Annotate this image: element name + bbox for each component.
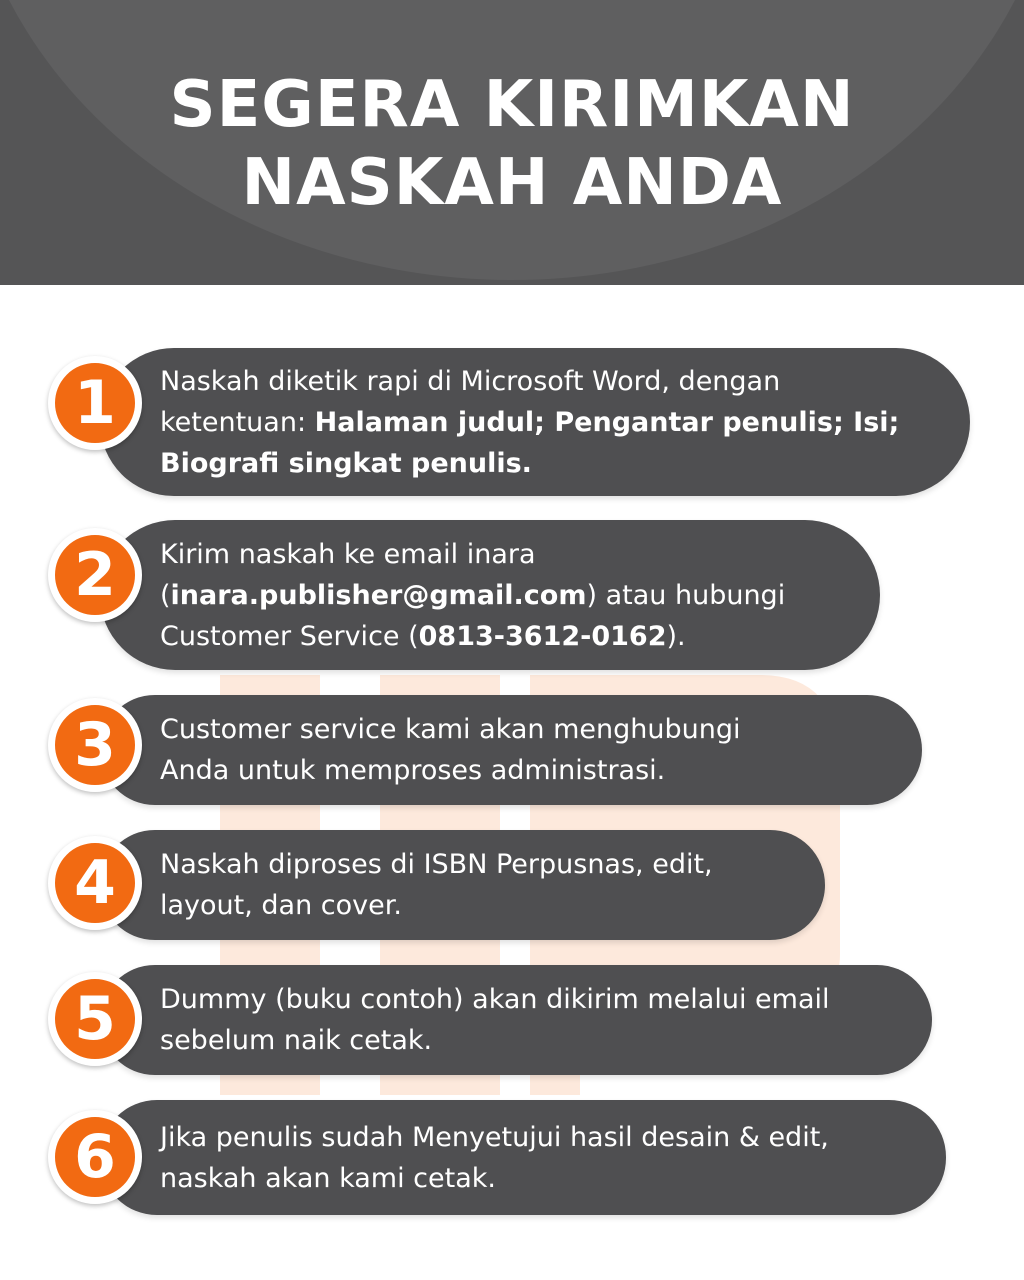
step-4-text	[160, 844, 713, 926]
step-1-number-badge: 1	[48, 356, 142, 450]
step-5-number-badge: 5	[48, 972, 142, 1066]
step-4-line-1: Naskah diproses di ISBN Perpusnas, edit,	[160, 849, 713, 880]
step-6-line-1: Jika penulis sudah Menyetujui hasil desain & edit,	[160, 1121, 829, 1153]
step-6-pill	[100, 1100, 946, 1215]
step-2-line-2-rest: ) atau hubungi	[586, 579, 786, 611]
step-6-number-badge: 6	[48, 1110, 142, 1204]
step-5-pill	[100, 965, 932, 1075]
step-1-line-2-bold: Halaman judul; Pengantar penulis; Isi;	[314, 406, 900, 438]
step-3-line-2: Anda untuk memproses administrasi.	[160, 755, 666, 786]
step-2-phone: 0813-3612-0162	[418, 620, 667, 652]
title-line-2: NASKAH ANDA	[241, 146, 783, 220]
step-3-line-1: Customer service kami akan menghubungi	[160, 714, 741, 745]
title-line-1: SEGERA KIRIMKAN	[169, 68, 855, 142]
step-3-pill	[100, 695, 922, 805]
step-4-line-2: layout, dan cover.	[160, 890, 402, 921]
step-4-number-badge: 4	[48, 836, 142, 930]
step-4-pill	[100, 830, 825, 940]
step-2-line-3-close: ).	[666, 620, 686, 652]
step-3-number-badge: 3	[48, 698, 142, 792]
step-2-line-3	[160, 616, 785, 657]
step-6-text	[160, 1117, 829, 1199]
step-2-line-2	[160, 575, 785, 616]
step-2-line-3-plain: Customer Service (	[160, 620, 419, 652]
step-6-line-2: naskah akan kami cetak.	[160, 1162, 496, 1194]
step-1-pill	[100, 348, 970, 496]
step-2-number-badge: 2	[48, 528, 142, 622]
step-5-line-1: Dummy (buku contoh) akan dikirim melalui email	[160, 984, 830, 1015]
step-5-text	[160, 979, 830, 1061]
step-5-line-2: sebelum naik cetak.	[160, 1025, 433, 1056]
step-2-text	[160, 534, 785, 657]
step-2-pill	[100, 520, 880, 670]
step-1-line-1: Naskah diketik rapi di Microsoft Word, dengan	[160, 365, 781, 397]
header-banner	[0, 0, 1024, 285]
step-2-line-2-open: (	[160, 579, 171, 611]
step-2-email: inara.publisher@gmail.com	[170, 579, 587, 611]
step-1-line-2-plain: ketentuan:	[160, 406, 315, 438]
step-3-text	[160, 709, 740, 791]
step-1-line-3	[160, 443, 899, 484]
page-title	[0, 66, 1024, 222]
step-1-text	[160, 361, 899, 484]
step-1-line-2	[160, 402, 899, 443]
step-1-line-3-bold: Biografi singkat penulis.	[160, 447, 532, 479]
step-2-line-1: Kirim naskah ke email inara	[160, 538, 536, 570]
